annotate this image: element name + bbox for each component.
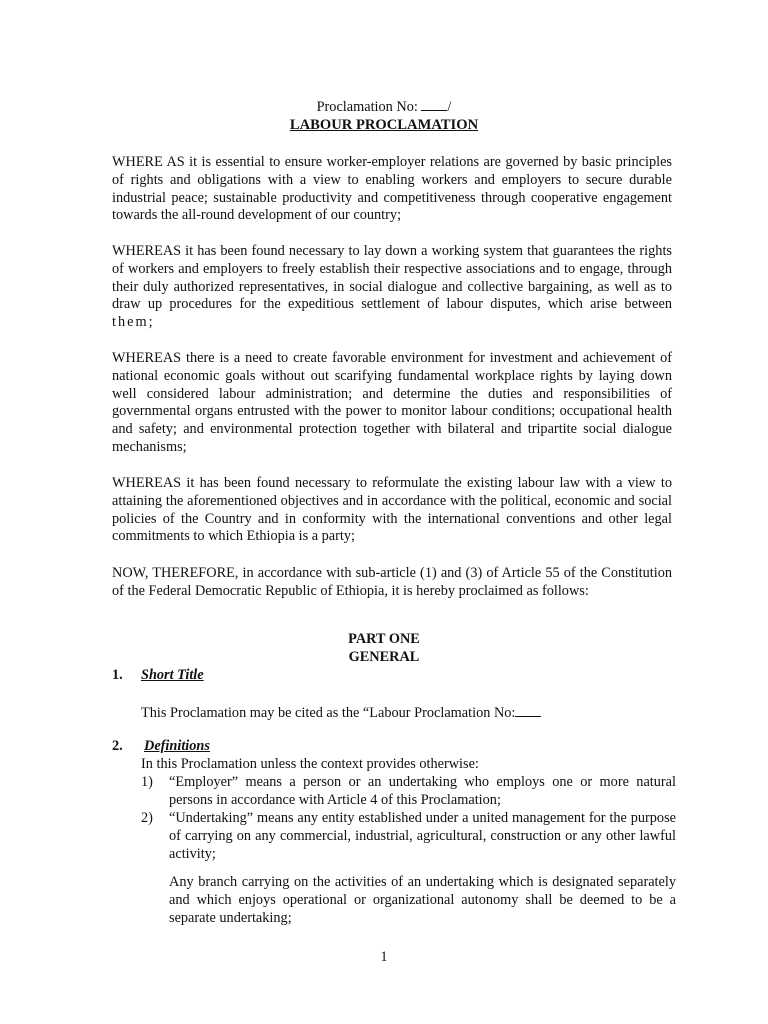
proclamation-number-label: Proclamation No:	[316, 99, 418, 115]
proclamation-number-blank	[421, 98, 447, 111]
definition-continuation: Any branch carrying on the activities of an undertaking which is designated separately and which enjoys operational or organizational autonomy shall be deemed to be a separate undertaking;	[169, 874, 676, 926]
section-1-number: 1.	[112, 667, 123, 683]
section-1-text: This Proclamation may be cited as the “Labour Proclamation No:	[141, 705, 516, 721]
section-1-title: Short Title	[141, 667, 204, 683]
part-label: PART ONE	[348, 631, 420, 647]
preamble-paragraph-1: WHERE AS it is essential to ensure worker-employer relations are governed by basic principles of rights and obligations with a view to enabling workers and employers to secure durable industrial peace; sustainable productivity and competitiveness through cooperative engagement towards the all-round development of our country;	[112, 154, 672, 224]
preamble-paragraph-5: NOW, THEREFORE, in accordance with sub-article (1) and (3) of Article 55 of the Constitution of the Federal Democratic Republic of Ethiopia, it is hereby proclaimed as follows:	[112, 565, 672, 599]
section-2-number: 2.	[112, 738, 123, 754]
document-title: LABOUR PROCLAMATION	[289, 117, 479, 133]
section-2-title: Definitions	[144, 738, 210, 754]
section-2-intro: In this Proclamation unless the context provides otherwise:	[141, 756, 479, 772]
definition-item-2-text: “Undertaking” means any entity established under a united management for the purpose of carrying on any commercial, industrial, agricultural, construction or any other lawful activity;	[169, 810, 676, 862]
preamble-paragraph-4: WHEREAS it has been found necessary to reformulate the existing labour law with a view to attaining the aforementioned objectives and in accordance with the political, economic and social policies of the Country and in conformity with the international conventions and other legal commitments to which Ethiopia is a party;	[112, 475, 672, 545]
preamble-paragraph-3: WHEREAS there is a need to create favorable environment for investment and achievement of national economic goals without out scarifying fundamental workplace rights by laying down well considered labour administration; and determine the duties and responsibilities of governmental organs entrusted with the power to monitor labour conditions; occupational health and safety; and environmental protection together with bilateral and tripartite social dialogue mechanisms;	[112, 350, 672, 455]
definition-item-1-text: “Employer” means a person or an undertaking who employs one or more natural persons in accordance with Article 4 of this Proclamation;	[169, 774, 676, 808]
page-number: 1	[380, 949, 388, 965]
proclamation-number-line	[0, 98, 768, 117]
definition-item-1-number: 1)	[141, 774, 153, 790]
preamble-paragraph-2-end: them;	[112, 314, 155, 331]
part-name: GENERAL	[348, 649, 420, 665]
proclamation-number-suffix: /	[447, 99, 452, 115]
preamble-paragraph-2	[112, 243, 672, 332]
section-1-number-blank	[515, 704, 541, 717]
definition-item-2-number: 2)	[141, 810, 153, 826]
section-1-text-line	[141, 704, 541, 723]
preamble-paragraph-2-text: WHEREAS it has been found necessary to lay down a working system that guarantees the rights of workers and employers to freely establish their respective associations and to engage, through their duly authorized representatives, in social dialogue and collective bargaining, as well as to draw up procedures for the expeditious settlement of labour disputes, which arise between	[112, 243, 672, 313]
